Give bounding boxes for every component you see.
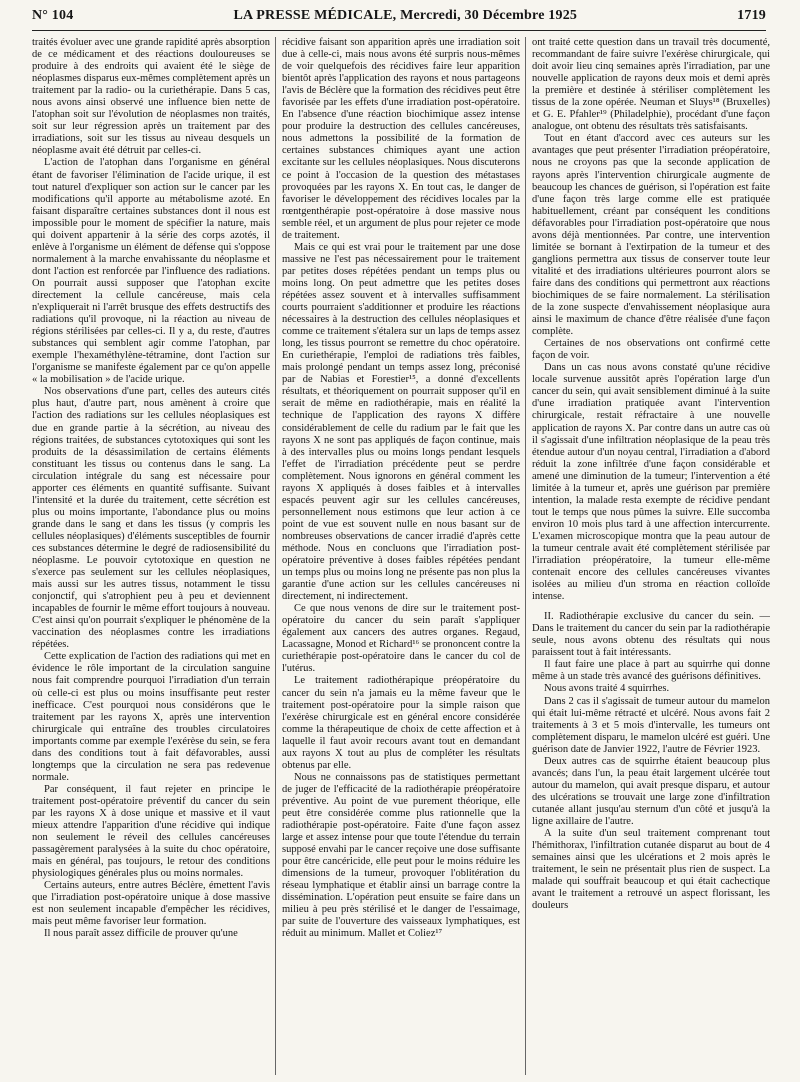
- paragraph: L'action de l'atophan dans l'organisme en général étant de favoriser l'élimination de l'acide urique, il est tout naturel d'expliquer son action sur le cancer par les modifications qu'il apporte au métabolisme azoté. En faisant disparaître certaines substances dont il nous est impossible pour le moment de spécifier la nature, mais qui doivent appartenir à la série des corps azotés, il enlève à l'organisme un élément de défense qui s'oppose normalement à la marche envahissante du néoplasme et dont l'action est renforcée par l'influence des radiations. On pourrait aussi supposer que l'atophan excite directement la cellule cancéreuse, mais cela n'expliquerait ni l'arrêt brusque des effets destructifs des radiations qu'il provoque, ni la réaction au niveau de régions stérilisées par celles-ci. Il y a, du reste, d'autres substances qui semblent agir comme l'atophan, par exemple l'hexaméthylène-tétramine, dont l'action sur l'organisme se manifeste également par ce qu'on appelle « la mobilisation » de l'acide urique.: [32, 157, 270, 386]
- paragraph: Par conséquent, il faut rejeter en principe le traitement post-opératoire préventif du cancer du sein par les rayons X à dose unique et massive et il vaut mieux attendre l'apparition d'une récidive qui indique non seulement le réveil des cellules cancéreuses passagèrement paralysées à la suite du choc opératoire, mais en général, pas toujours, le retour des conditions physiologiques générales plus ou moins normales.: [32, 783, 270, 880]
- paragraph: traités évoluer avec une grande rapidité après absorption de ce médicament et des réactions douloureuses se produire à des endroits qui avaient été le siège de néoplasmes disparus eux-mêmes complètement après un traitement par la radio- ou la curiethérapie. Dans 5 cas, nous avons ainsi observé une influence bien nette de l'atophan soit sur l'évolution de néoplasmes non traités, soit sur leur régression après un traitement par des irradiations, soit sur les tissus au niveau desquels un néoplasme avait été détruit par celles-ci.: [32, 37, 270, 157]
- paragraph: Ce que nous venons de dire sur le traitement post-opératoire du cancer du sein paraît s'appliquer également aux cancers des autres organes. Regaud, Lacassagne, Monod et Richard¹⁶ se prononcent contre la curiethérapie post-opératoire dans le cancer du col de l'utérus.: [282, 603, 520, 675]
- journal-title: LA PRESSE MÉDICALE, Mercredi, 30 Décembre 1925: [233, 8, 578, 23]
- paragraph: Certains auteurs, entre autres Béclère, émettent l'avis que l'irradiation post-opératoire unique à dose massive est non seulement incapable d'empêcher les récidives, mais peut même favoriser leur formation.: [32, 880, 270, 928]
- paragraph: Mais ce qui est vrai pour le traitement par une dose massive ne l'est pas nécessairement pour le traitement par petites doses répétées pendant un temps plus ou moins long. On peut admettre que les petites doses répétées assez souvent et à intervalles suffisamment courts pourraient s'additionner et produire les réactions nécessaires à la destruction des cellules néoplasiques et comme ce traitement s'étalera sur un laps de temps assez long, les tissus pourront se remettre du choc opératoire. En curiethérapie, l'emploi de radiations très faibles, mais prolongé pendant un temps assez long, préconisé par de Nabias et Forestier¹⁵, a donné d'excellents résultats, et théoriquement on pourrait supposer qu'il en serait de même en radiothérapie, mais en réalité la technique de l'application des rayons X diffère considérablement de celle du radium par le fait que les rayons X ne sont pas appliqués de façon continue, mais à des intervalles plus ou moins longs pendant lesquels l'effet de l'irradiation précédente peut se perdre complètement. Nous ignorons en général comment les rayons X appliqués à doses faibles et à intervalles espacés peuvent agir sur les cellules cancéreuses, personnellement nous estimons que leur action à ce point de vue est souvent nulle en nous basant sur de nombreuses observations de cancer irradié d'après cette méthode. Nous en concluons que l'irradiation post-opératoire préventive à doses faibles répétées pendant un temps plus ou moins long ne présente pas non plus la garantie d'une action sur les cellules cancéreuses ni directement, ni indirectement.: [282, 241, 520, 603]
- paragraph: Nos observations d'une part, celles des auteurs cités plus haut, d'autre part, nous amènent à croire que l'action des radiations sur les cellules néoplasiques est due en grande partie à la sécrétion, au niveau des régions traitées, de substances cytotoxiques qui sont les produits de la désassimilation de certains éléments constituant les tissus ou contenus dans le sang. La circulation intégrale du sang est nécessaire pour apporter ces éléments en quantité suffisante. Suivant l'intensité et la durée du traitement, cette sécrétion est plus ou moins importante, l'abondance plus ou moins grande dans le sang et dans les tissus (y compris les cellules néoplasiques) d'éléments susceptibles de fournir ces substances détermine le degré de radiosensibilité du néoplasme. Le pouvoir cytotoxique en question ne s'exerce pas seulement sur les cellules néoplasiques, mais aussi sur les autres tissus, notamment le tissu conjonctif, qui s'atrophient peu à peu et deviennent incapables de fournir le même effort toujours à nouveau. C'est ainsi qu'on pourrait s'expliquer le phénomène de la vaccination des néoplasmes contre les irradiations répétées.: [32, 386, 270, 651]
- paragraph: Il faut faire une place à part au squirrhe qui donne même à un stade très avancé des guérisons définitives.: [532, 659, 770, 683]
- paragraph: Dans 2 cas il s'agissait de tumeur autour du mamelon qui était lui-même rétracté et ulcéré. Nous avons fait 2 traitements à 3 et 5 mois d'intervalle, les tumeurs ont complètement disparu, le mamelon ulcéré est guéri. Une guérison date de Janvier 1922, l'autre de Février 1923.: [532, 695, 770, 755]
- paragraph: Deux autres cas de squirrhe étaient beaucoup plus avancés; dans l'un, la peau était largement ulcérée tout autour du mamelon, qui avait presque disparu, et autour des ulcérations se trouvait une large zone d'infiltration cutanée allant jusqu'au sternum d'un côté et jusqu'à la ligne axillaire de l'autre.: [532, 755, 770, 827]
- paragraph: Certaines de nos observations ont confirmé cette façon de voir.: [532, 338, 770, 362]
- column-2: [282, 37, 520, 1077]
- paragraph: Le traitement radiothérapique préopératoire du cancer du sein n'a jamais eu la même faveur que le traitement post-opératoire pour la simple raison que l'exérèse chirurgicale est en général encore considérée comme la thérapeutique de choix de cette affection et à laquelle il faut avoir recours avant tout en demandant aux rayons X tout au plus de compléter les résultats obtenus par elle.: [282, 675, 520, 771]
- section-heading-paragraph: II. Radiothérapie exclusive du cancer du sein. — Dans le traitement du cancer du sein par la radiothérapie seule, nous avons obtenu des résultats qui nous paraissent tout à fait intéressants.: [532, 611, 770, 659]
- paragraph: A la suite d'un seul traitement comprenant tout l'hémithorax, l'infiltration cutanée disparut au bout de 4 semaines ainsi que les ulcérations et 2 mois après le traitement, le sein ne présentait plus rien de suspect. La malade qui souffrait beaucoup et qui était cachectique avant le traitement a retrouvé un aspect florissant, les douleurs: [532, 828, 770, 912]
- text-columns: [32, 37, 770, 1077]
- page-header: [32, 8, 766, 31]
- paragraph: Cette explication de l'action des radiations qui met en évidence le rôle important de la circulation sanguine nous fait comprendre pourquoi l'irradiation d'un terrain où celle-ci est plus ou moins insuffisante peut rester inefficace. C'est pourquoi nous considérons que le traitement par les rayons X, après une intervention chirurgicale qui entraîne des troubles circulatoires importants comme par exemple l'exérèse du sein, se fera dans des conditions tout à fait défavorables, aussi longtemps que la circulation ne sera pas redevenue normale.: [32, 651, 270, 783]
- paragraph: Nous ne connaissons pas de statistiques permettant de juger de l'efficacité de la radiothérapie préopératoire préventive. Au point de vue purement théorique, elle peut être considérée comme plus rationnelle que la radiothérapie post-opératoire. Faite d'une façon assez large et assez intense pour que toute l'étendue du terrain supposé envahi par le cancer reçoive une dose suffisante pour être cancéricide, elle peut pour le moins réduire les dimensions de la tumeur, provoquer l'oblitération du réseau lymphatique et établir ainsi un barrage contre la dissémination. L'opération peut ensuite se faire dans un milieu à peu près stérilisé et le danger de l'essaimage, par suite de l'ouverture des vaisseaux lymphatiques, est réduit au minimum. Mallet et Coliez¹⁷: [282, 771, 520, 940]
- column-3: [532, 37, 770, 1077]
- issue-number: N° 104: [32, 8, 74, 23]
- paragraph: Tout en étant d'accord avec ces auteurs sur les avantages que peut présenter l'irradiation préopératoire, nous ne croyons pas que la seconde application de rayons après l'intervention chirurgicale augmente de beaucoup les chances de guérison, si l'opération est faite d'une façon très large comme elle est pratiquée habituellement, créant par conséquent les conditions défavorables pour l'irradiation post-opératoire que nous avons déjà mentionnées. Par contre, une intervention limitée se bornant à l'extirpation de la tumeur et des ganglions permettra aux tissus de conserver toute leur vitalité et des irradiations ultérieures pourront alors se faire dans des conditions qui permettront aux réactions biochimiques de se faire normalement. La stérilisation de la zone suspecte d'envahissement néoplasique aura ainsi le maximum de chance d'être réalisée d'une façon complète.: [532, 133, 770, 338]
- paragraph: Il nous paraît assez difficile de prouver qu'une: [44, 928, 238, 940]
- column-1: [32, 37, 270, 1077]
- page-number: 1719: [737, 8, 766, 23]
- paragraph: Dans un cas nous avons constaté qu'une récidive locale survenue aussitôt après l'opération large d'un cancer du sein, qui avait sensiblement diminué à la suite d'une irradiation pratiquée avant l'intervention chirurgicale, restait réfractaire à une nouvelle application de rayons X. Par contre dans un autre cas où il s'agissait d'une infiltration néoplasique de la peau très étendue autour d'un noyau central, l'irradiation a d'abord réduit la zone infiltrée d'une façon considérable et amené une diminution de la tumeur; l'intervention a été limitée à la tumeur et, après une guérison par première intention, la malade resta exempte de récidive pendant tout le temps que nous pûmes la suivre. Elle succomba environ 10 mois plus tard à une affection intercurrente. L'examen microscopique montra que la peau autour de la tumeur centrale avait été complètement stérilisée par l'irradiation préopératoire, la tumeur elle-même contenait encore des cellules cancéreuses vivantes isolées au milieu d'un stroma en réaction colloïde intense.: [532, 362, 770, 603]
- paragraph: ont traité cette question dans un travail très documenté, recommandant de faire suivre l'exérèse chirurgicale, qui doit avoir lieu cinq semaines après l'irradiation, par une nouvelle application de rayons deux mois et demi après la première et destinée à stériliser complètement les tissus de la zone opérée. Neuman et Sluys¹⁸ (Bruxelles) et G. E. Pfahler¹⁹ (Philadelphie), procédant d'une façon analogue, ont obtenu des résultats très satisfaisants.: [532, 37, 770, 133]
- paragraph: Nous avons traité 4 squirrhes.: [544, 683, 670, 695]
- paragraph: récidive faisant son apparition après une irradiation soit due à celle-ci, mais nous avons été surpris nous-mêmes de voir quelquefois des récidives faire leur apparition bientôt après l'application des rayons et nous partageons l'avis de Béclère que la formation des récidives peut être favorisée par les effets d'une irradiation post-opératoire. En l'absence d'une réaction biochimique assez intense pour produire la destruction des cellules cancéreuses, nous admettons la possibilité de la formation de certaines substances chimiques ayant une action excitante sur les cellules néoplasiques. Nous discuterons ce point à l'occasion de la question des métastases provoquées par les rayons X. En tout cas, le danger de favoriser le développement des récidives locales par la rœntgenthérapie post-opératoire à dose massive nous semble réel, et un argument de plus pour rejeter ce mode de traitement.: [282, 37, 520, 241]
